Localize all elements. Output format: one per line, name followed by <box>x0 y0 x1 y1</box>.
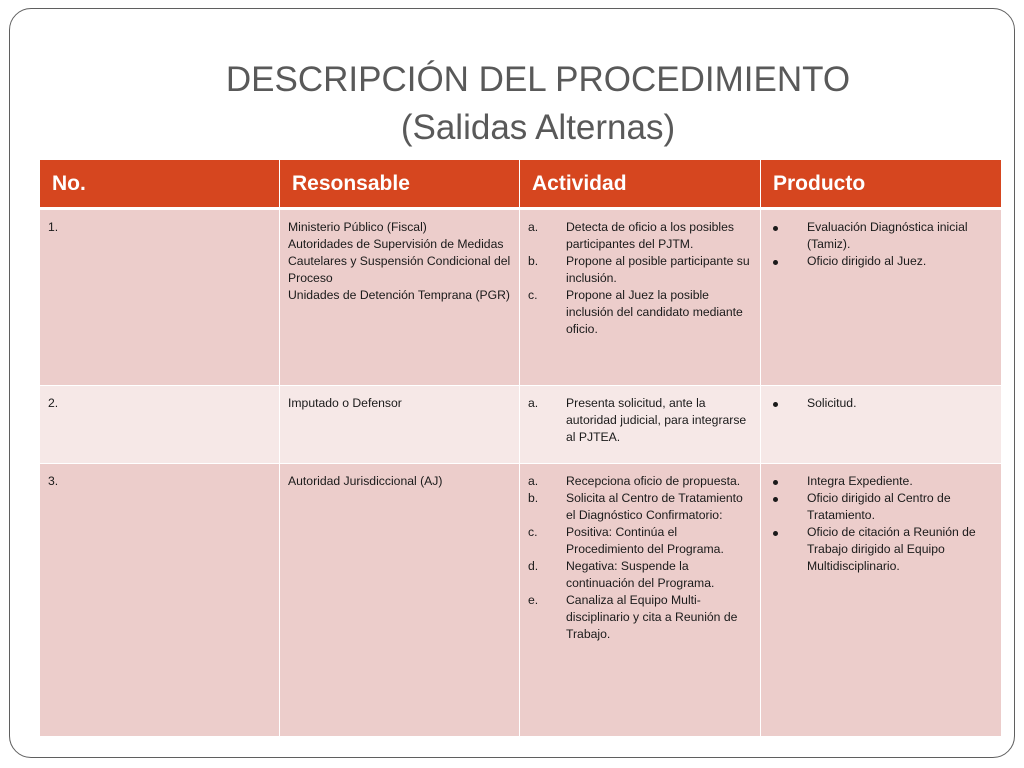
cell-producto <box>761 209 1002 386</box>
product-text: Oficio dirigido al Centro de Tratamiento. <box>807 491 951 522</box>
cell-responsable <box>280 209 520 386</box>
cell-actividad <box>520 386 761 464</box>
activity-text: Positiva: Continúa el Procedimiento del Programa. <box>566 525 724 556</box>
product-item <box>769 490 993 524</box>
activity-item <box>528 395 752 446</box>
cell-no: 1. <box>40 209 280 386</box>
product-list <box>769 395 993 412</box>
cell-actividad <box>520 209 761 386</box>
activity-marker: c. <box>528 288 538 302</box>
activity-marker: b. <box>528 254 539 268</box>
title-line-1: DESCRIPCIÓN DEL PROCEDIMIENTO <box>225 60 851 99</box>
activity-text: Recepciona oficio de propuesta. <box>566 474 741 488</box>
product-item <box>769 253 993 270</box>
product-text: Evaluación Diagnóstica inicial (Tamiz). <box>807 220 968 251</box>
responsable-entry: Ministerio Público (Fiscal) <box>288 220 427 234</box>
activity-marker: a. <box>528 396 539 410</box>
product-text: Integra Expediente. <box>807 474 913 488</box>
header-no: No. <box>40 160 280 209</box>
cell-producto <box>761 464 1002 737</box>
title-line-2: (Salidas Alternas) <box>400 108 676 147</box>
activity-item <box>528 287 752 338</box>
procedure-table <box>39 160 1002 737</box>
cell-actividad <box>520 464 761 737</box>
activity-marker: a. <box>528 220 539 234</box>
responsable-entry: Autoridades de Supervisión de Medidas Cautelares y Suspensión Condicional del Proceso <box>288 237 511 285</box>
product-text: Oficio dirigido al Juez. <box>807 254 927 268</box>
activity-list <box>528 473 752 643</box>
activity-item <box>528 253 752 287</box>
product-list <box>769 219 993 270</box>
activity-marker: b. <box>528 491 539 505</box>
activity-marker: c. <box>528 525 538 539</box>
activity-item <box>528 490 752 524</box>
activity-item <box>528 219 752 253</box>
activity-text: Canaliza al Equipo Multi-disciplinario y cita a Reunión de Trabajo. <box>566 593 738 641</box>
cell-no: 3. <box>40 464 280 737</box>
activity-item <box>528 473 752 490</box>
bullet-icon <box>773 480 778 485</box>
activity-text: Propone al posible participante su inclusión. <box>566 254 750 285</box>
header-producto: Producto <box>761 160 1002 209</box>
bullet-icon <box>773 402 778 407</box>
table-row <box>40 209 1002 386</box>
product-list <box>769 473 993 575</box>
cell-responsable <box>280 386 520 464</box>
activity-text: Solicita al Centro de Tratamiento el Diagnóstico Confirmatorio: <box>566 491 743 522</box>
activity-marker: d. <box>528 559 539 573</box>
bullet-icon <box>773 531 778 536</box>
activity-text: Propone al Juez la posible inclusión del candidato mediante oficio. <box>566 288 743 336</box>
bullet-icon <box>773 260 778 265</box>
activity-text: Detecta de oficio a los posibles participantes del PJTM. <box>566 220 735 251</box>
responsable-entry: Unidades de Detención Temprana (PGR) <box>288 288 510 302</box>
product-text: Oficio de citación a Reunión de Trabajo dirigido al Equipo Multidisciplinario. <box>807 525 976 573</box>
activity-list <box>528 395 752 446</box>
activity-list <box>528 219 752 338</box>
cell-no: 2. <box>40 386 280 464</box>
slide-title <box>0 56 1024 152</box>
activity-text: Negativa: Suspende la continuación del Programa. <box>566 559 715 590</box>
cell-producto <box>761 386 1002 464</box>
activity-item <box>528 524 752 558</box>
cell-responsable <box>280 464 520 737</box>
product-item <box>769 473 993 490</box>
header-responsable: Resonsable <box>280 160 520 209</box>
activity-item <box>528 558 752 592</box>
responsable-entry: Autoridad Jurisdiccional (AJ) <box>288 474 443 488</box>
bullet-icon <box>773 497 778 502</box>
header-actividad: Actividad <box>520 160 761 209</box>
bullet-icon <box>773 226 778 231</box>
product-item <box>769 395 993 412</box>
responsable-entry: Imputado o Defensor <box>288 396 402 410</box>
table-row <box>40 386 1002 464</box>
table-header-row <box>40 160 1002 209</box>
activity-marker: e. <box>528 593 539 607</box>
product-item <box>769 219 993 253</box>
product-item <box>769 524 993 575</box>
table-row <box>40 464 1002 737</box>
activity-text: Presenta solicitud, ante la autoridad judicial, para integrarse al PJTEA. <box>566 396 747 444</box>
product-text: Solicitud. <box>807 396 857 410</box>
activity-marker: a. <box>528 474 539 488</box>
activity-item <box>528 592 752 643</box>
